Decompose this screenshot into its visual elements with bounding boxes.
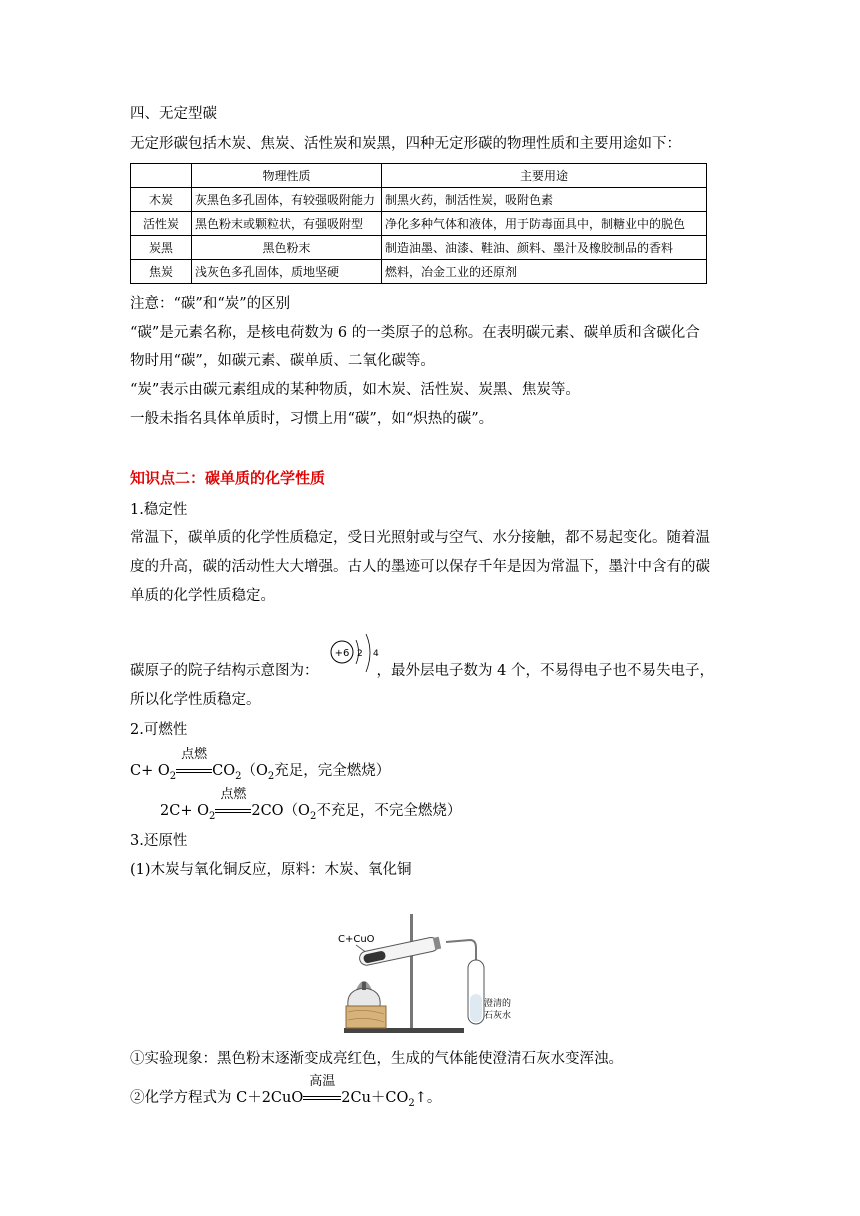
eq-condition-arrow (303, 1074, 341, 1108)
note-paragraph: 物时用“碳”，如碳元素、碳单质、二氧化碳等。 (130, 353, 435, 369)
atom-text-prefix: 碳原子的院子结构示意图为： (130, 663, 319, 679)
table-cell: 制造油墨、油漆、鞋油、颜料、墨汁及橡胶制品的香料 (382, 236, 707, 260)
eq-condition-arrow (215, 787, 251, 821)
eq-subscript: 2 (169, 770, 177, 782)
note-paragraph: 一般未指名具体单质时，习惯上用“碳”，如“炽热的碳”。 (130, 411, 494, 427)
eq-subscript: 2 (208, 810, 216, 822)
experiment-phenomenon: ①实验现象：黑色粉末逐渐变成亮红色，生成的气体能使澄清石灰水变浑浊。 (130, 1051, 623, 1067)
table-cell: 活性炭 (131, 212, 192, 236)
paragraph: 单质的化学性质稳定。 (130, 588, 275, 604)
water-label-1: 澄清的 (484, 999, 512, 1009)
note-paragraph: “炭”表示由碳元素组成的某种物质，如木炭、活性炭、炭黑、焦炭等。 (130, 382, 580, 398)
eq-reactants: C+ O (130, 763, 170, 779)
atom-structure-diagram (318, 628, 384, 686)
atom-text-suffix: ，最外层电子数为 4 个，不易得电子也不易失电子， (376, 663, 714, 679)
eq-condition: 高温 (309, 1074, 336, 1089)
table-cell: 黑色粉末 (192, 236, 382, 260)
atom-line (130, 661, 714, 681)
equation-incomplete-combustion (160, 787, 462, 827)
eq-subscript: 2 (267, 770, 275, 782)
eq-note: 充足，完全燃烧） (274, 763, 391, 779)
eq-note: （O (241, 763, 268, 779)
table-header: 物理性质 (192, 164, 382, 188)
eq-suffix: ↑。 (414, 1090, 442, 1106)
table-cell: 木炭 (131, 188, 192, 212)
table-row (131, 212, 707, 236)
experiment-figure (334, 910, 534, 1036)
eq-condition-arrow (176, 747, 212, 781)
table-cell: 焦炭 (131, 260, 192, 284)
eq-reactants: 2C+ O (160, 803, 209, 819)
section-title: 四、无定型碳 (130, 106, 217, 122)
table-cell: 制黑火药，制活性炭，吸附色素 (382, 188, 707, 212)
tube-label: C+CuO (338, 934, 375, 945)
table-cell: 浅灰色多孔固体，质地坚硬 (192, 260, 382, 284)
atom-shell1-label: 2 (357, 649, 363, 659)
table-header-row (131, 164, 707, 188)
table-cell: 灰黑色多孔固体，有较强吸附能力 (192, 188, 382, 212)
table-row (131, 188, 707, 212)
eq-subscript: 2 (309, 810, 317, 822)
eq-condition: 点燃 (181, 747, 208, 762)
table-row (131, 236, 707, 260)
table-header: 主要用途 (382, 164, 707, 188)
note-title: 注意：“碳”和“炭”的区别 (130, 296, 291, 312)
subsection-title: 3.还原性 (130, 833, 188, 849)
table-cell: 炭黑 (131, 236, 192, 260)
equation-reduction (130, 1074, 442, 1114)
table-cell: 燃料，冶金工业的还原剂 (382, 260, 707, 284)
equation-complete-combustion (130, 747, 391, 787)
paragraph: 所以化学性质稳定。 (130, 692, 261, 708)
note-paragraph: “碳”是元素名称，是核电荷数为 6 的一类原子的总称。在表明碳元素、碳单质和含碳化合 (130, 325, 700, 341)
eq-note: 不充足，不完全燃烧） (316, 803, 462, 819)
table-row (131, 260, 707, 284)
table-header (131, 164, 192, 188)
table-cell: 净化多种气体和液体，用于防毒面具中，制糖业中的脱色 (382, 212, 707, 236)
paragraph: 常温下，碳单质的化学性质稳定，受日光照射或与空气、水分接触，都不易起变化。随着温 (130, 530, 710, 546)
atom-shell2-label: 4 (373, 649, 379, 659)
knowledge-point-title: 知识点二：碳单质的化学性质 (130, 469, 326, 487)
eq-condition: 点燃 (220, 787, 247, 802)
atom-nucleus-label: +6 (334, 648, 350, 659)
eq-products: 2Cu＋CO (341, 1090, 409, 1106)
subsection-title: 2.可燃性 (130, 722, 188, 738)
paragraph: 度的升高，碳的活动性大大增强。古人的墨迹可以保存千年是因为常温下，墨汁中含有的碳 (130, 559, 710, 575)
eq-subscript: 2 (235, 770, 242, 782)
experiment-apparatus-illustration (334, 910, 534, 1036)
eq-products: 2CO (251, 803, 284, 819)
eq-products: CO (212, 763, 236, 779)
subsection-title: 1.稳定性 (130, 502, 188, 518)
eq-subscript: 2 (408, 1097, 415, 1109)
eq-reactants: ②化学方程式为 C＋2CuO (130, 1090, 304, 1106)
paragraph: (1)木炭与氧化铜反应，原料：木炭、氧化铜 (130, 862, 412, 878)
carbon-table (130, 163, 707, 284)
eq-note: （O (283, 803, 310, 819)
section-intro: 无定形碳包括木炭、焦炭、活性炭和炭黑，四种无定形碳的物理性质和主要用途如下： (130, 136, 681, 152)
table-cell: 黑色粉末或颗粒状，有强吸附型 (192, 212, 382, 236)
water-label-2: 石灰水 (484, 1011, 512, 1021)
